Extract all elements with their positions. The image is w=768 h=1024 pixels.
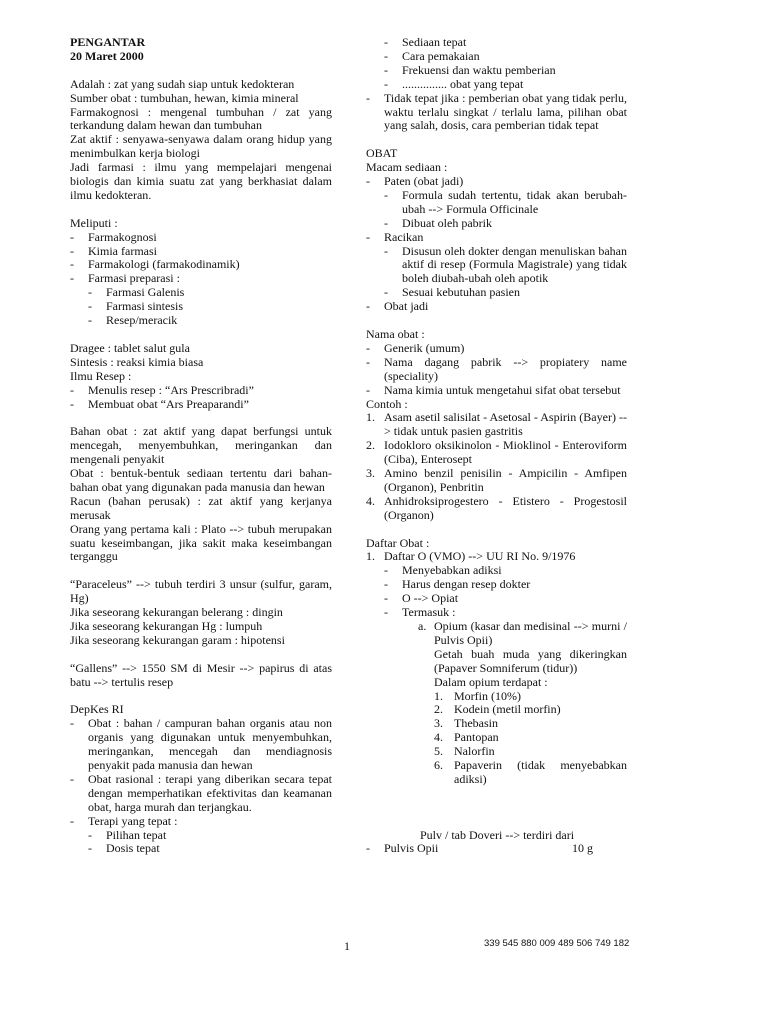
sub-list-item: - Sediaan tepat: [384, 35, 467, 49]
dragee-line: Dragee : tablet salut gula: [70, 340, 190, 355]
list-item: - Tidak tepat jika : pemberian obat yang tidak perlu, waktu terlalu singkat / terlalu lama, pilihan obat yang salah, dosis, cara pemberian tidak tepat: [366, 90, 627, 133]
paraceleus-line: “Paraceleus” --> tubuh terdiri 3 unsur (sulfur, garam, Hg): [70, 577, 332, 606]
right-column: [366, 36, 627, 856]
sub-list-item: - Cara pemakaian: [384, 48, 480, 63]
paraceleus-line: Jika seseorang kekurangan belerang : dingin: [70, 605, 283, 620]
contoh-heading: Contoh :: [366, 396, 408, 411]
intro-line: Jadi farmasi : ilmu yang mempelajari mengenai biologis dan kimia suatu zat yang berkhasiat dalam ilmu kedokteran.: [70, 160, 332, 202]
pulv-line: Pulv / tab Doveri --> terdiri dari: [420, 827, 575, 842]
macam-heading: Macam sediaan :: [366, 160, 448, 175]
getah-line: Getah buah muda yang dikeringkan (Papaver Somniferum (tidur)): [434, 646, 627, 675]
list-item: - Terapi yang tepat :: [70, 813, 178, 828]
numbered-item: 1. Daftar O (VMO) --> UU RI No. 9/1976: [366, 549, 576, 564]
sub-list-item: - Menyebabkan adiksi: [384, 563, 502, 578]
nama-heading: Nama obat :: [366, 327, 425, 341]
list-item: - Farmakologi (farmakodinamik): [70, 257, 240, 272]
bahan-line: Bahan obat : zat aktif yang dapat berfungsi untuk mencegah, menyembuhkan, meringankan dan mengenali penyakit: [70, 424, 332, 467]
paraceleus-line: Jika seseorang kekurangan garam : hipotensi: [70, 632, 285, 647]
list-item: - Farmakognosi: [70, 229, 157, 244]
numbered-item: 6. Papaverin (tidak menyebabkan adiksi): [434, 758, 627, 786]
sub-list-item: - Resep/meracik: [88, 313, 178, 328]
page-number: 1: [344, 939, 350, 953]
gallens-line: “Gallens” --> 1550 SM di Mesir --> papirus di atas batu --> tertulis resep: [70, 660, 332, 689]
list-item: - Obat jadi: [366, 299, 429, 314]
ilmu-resep-heading: Ilmu Resep :: [70, 368, 132, 383]
numbered-item: 5. Nalorfin: [434, 744, 495, 759]
sub-list-item: - Farmasi sintesis: [88, 299, 183, 314]
sub-list-item: - Pilihan tepat: [88, 827, 167, 842]
paraceleus-line: Jika seseorang kekurangan Hg : lumpuh: [70, 618, 263, 633]
obat-heading: OBAT: [366, 146, 398, 161]
sub-list-item: - Harus dengan resep dokter: [384, 577, 531, 592]
left-column: [70, 36, 332, 856]
sub-list-item: - Disusun oleh dokter dengan menuliskan bahan aktif di resep (Formula Magistrale) yang tidak boleh diubah-ubah oleh apotik: [384, 243, 627, 286]
sub-list-item: - Dibuat oleh pabrik: [384, 215, 492, 230]
sub-list-item: - Frekuensi dan waktu pemberian: [384, 62, 556, 77]
doc-date: 20 Maret 2000: [70, 48, 144, 63]
depkes-heading: DepKes RI: [70, 702, 124, 717]
intro-line: Farmakognosi : mengenal tumbuhan / zat yang terkandung dalam hewan dan tumbuhan: [70, 104, 332, 133]
numbered-item: 2. Kodein (metil morfin): [434, 702, 561, 717]
list-item: - Nama kimia untuk mengetahui sifat obat tersebut: [366, 382, 621, 397]
meliputi-heading: Meliputi :: [70, 215, 118, 230]
dalam-line: Dalam opium terdapat :: [434, 674, 548, 689]
numbered-item: 1. Asam asetil salisilat - Asetosal - Aspirin (Bayer) --> tidak untuk pasien gastritis: [366, 410, 627, 439]
sub-list-item: - Formula sudah tertentu, tidak akan berubah-ubah --> Formula Officinale: [384, 187, 627, 216]
numbered-item: 4. Pantopan: [434, 730, 499, 745]
bahan-line: Orang yang pertama kali : Plato --> tubuh merupakan suatu keseimbangan, jika sakit maka keseimbangan terganggu: [70, 521, 332, 564]
list-item: - Racikan: [366, 229, 424, 244]
opium-item: a. Opium (kasar dan medisinal --> murni / Pulvis Opii): [418, 619, 627, 647]
sub-list-item: - Farmasi Galenis: [88, 285, 185, 300]
sub-list-item: - Dosis tepat: [88, 841, 160, 856]
sub-list-item: - Sesuai kebutuhan pasien: [384, 285, 520, 300]
numbered-item: 3. Amino benzil penisilin - Ampicilin - Amfipen (Organon), Penbritin: [366, 466, 627, 494]
quantity: 10 g: [572, 841, 593, 856]
intro-line: Sumber obat : tumbuhan, hewan, kimia mineral: [70, 90, 299, 105]
sub-list-item: - Termasuk :: [384, 605, 456, 620]
sub-list-item: - O --> Opiat: [384, 591, 459, 606]
bahan-line: Racun (bahan perusak) : zat aktif yang kerjanya merusak: [70, 493, 332, 522]
numbered-item: 3. Thebasin: [434, 716, 498, 731]
footer-number: 339 545 880 009 489 506 749 182: [484, 938, 630, 949]
sintesis-line: Sintesis : reaksi kimia biasa: [70, 354, 204, 369]
list-item: - Membuat obat “Ars Preaparandi”: [70, 396, 249, 411]
list-item: - Obat : bahan / campuran bahan organis atau non organis yang digunakan untuk menyembuhkan, meringankan, mencegah dan mendiagnosis penyakit pada manusia dan hewan: [70, 716, 332, 773]
list-item: - Obat rasional : terapi yang diberikan secara tepat dengan memperhatikan efektivitas dan keamanan obat, harga murah dan terjangkau.: [70, 771, 332, 814]
sub-list-item: - ............... obat yang tepat: [384, 76, 524, 91]
daftar-heading: Daftar Obat :: [366, 535, 430, 550]
numbered-item: 1. Morfin (10%): [434, 688, 521, 703]
list-item: - Nama dagang pabrik --> propiatery name (speciality): [366, 354, 627, 383]
list-item: - Farmasi preparasi :: [70, 271, 180, 286]
list-item: - Menulis resep : “Ars Prescribradi”: [70, 382, 254, 397]
list-item: - Pulvis Opii 10 g: [366, 842, 627, 856]
intro-line: Adalah : zat yang sudah siap untuk kedokteran: [70, 76, 295, 91]
list-item: - Generik (umum): [366, 340, 465, 355]
numbered-item: 2. Iodokloro oksikinolon - Mioklinol - Enteroviform (Ciba), Enterosept: [366, 438, 627, 467]
numbered-item: 4. Anhidroksiprogestero - Etistero - Progestosil (Organon): [366, 493, 627, 522]
intro-line: Zat aktif : senyawa-senyawa dalam orang hidup yang menimbulkan kerja biologi: [70, 132, 332, 161]
list-item: - Kimia farmasi: [70, 243, 157, 258]
doc-title: PENGANTAR: [70, 35, 146, 49]
bahan-line: Obat : bentuk-bentuk sediaan tertentu dari bahan-bahan obat yang digunakan pada manusia dan hewan: [70, 466, 332, 494]
list-item: - Paten (obat jadi): [366, 174, 464, 189]
